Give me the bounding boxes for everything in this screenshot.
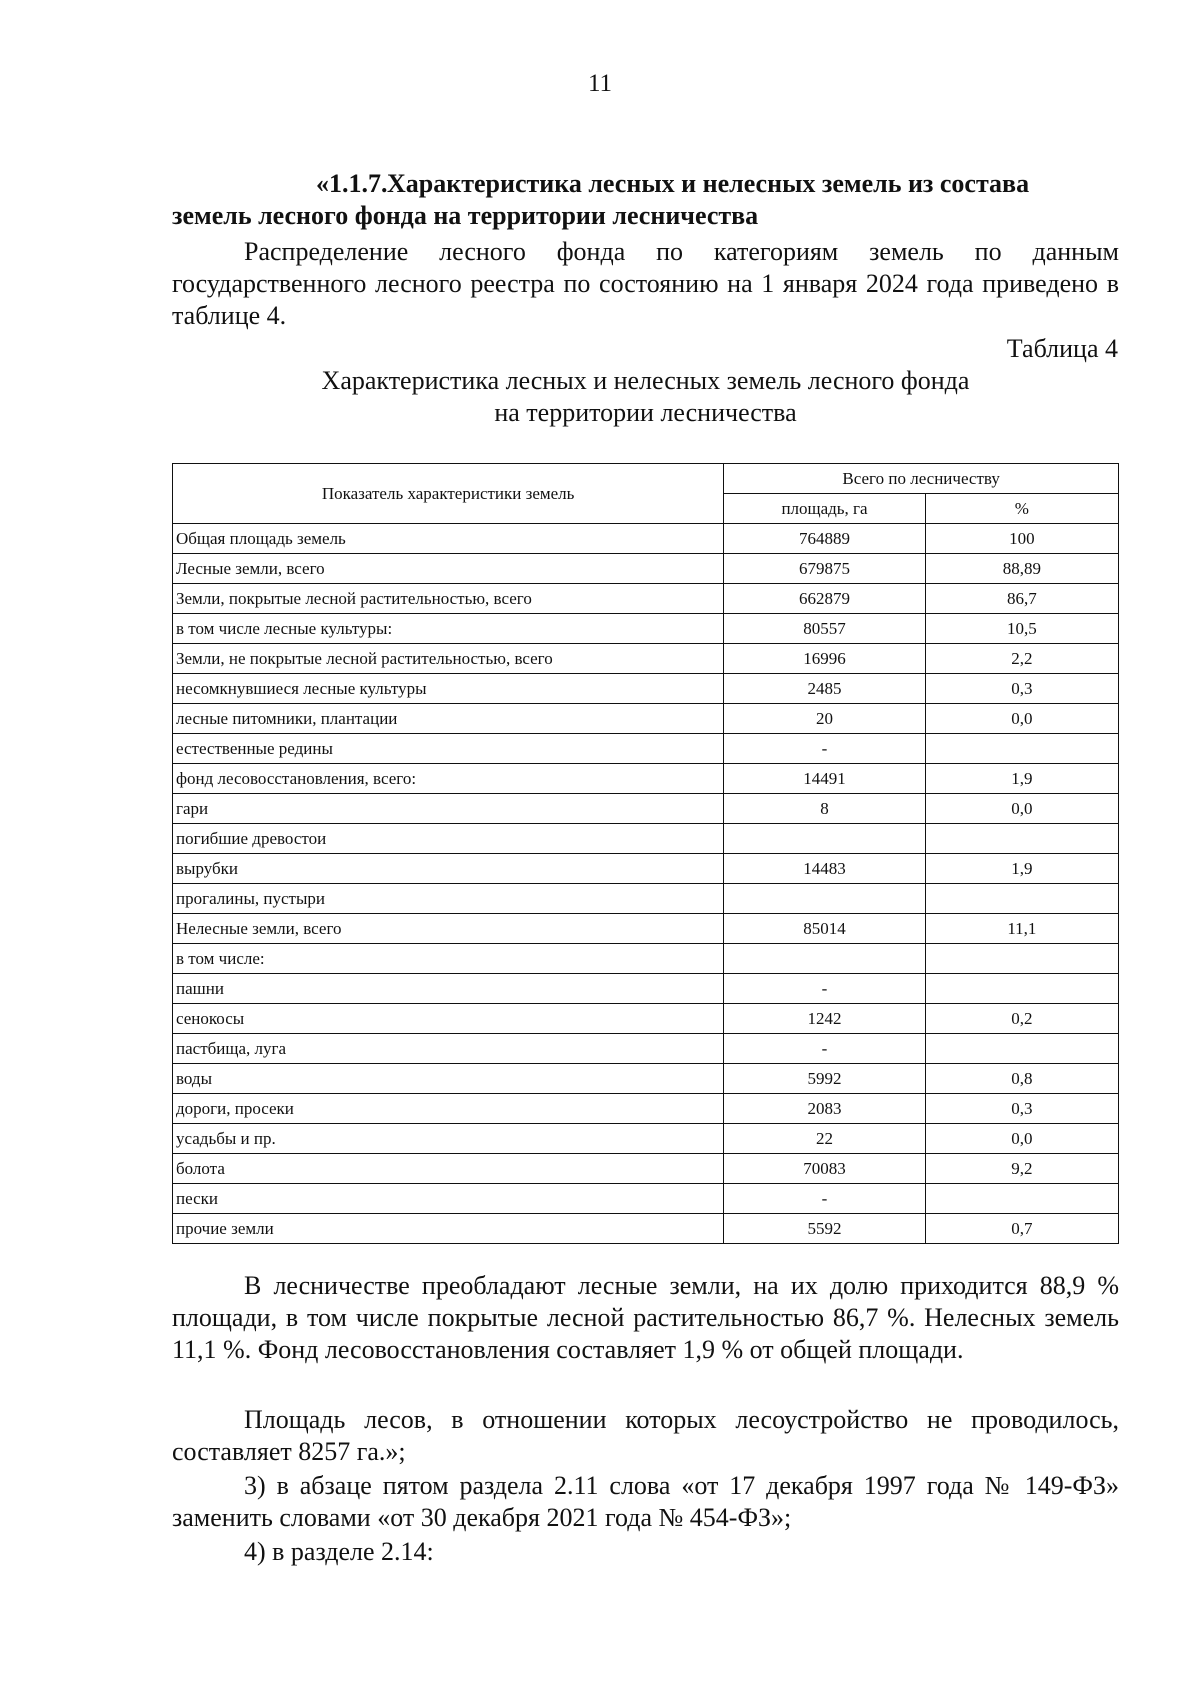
row-area-cell: 2083 (724, 1094, 925, 1124)
table-row (173, 644, 1119, 674)
section-heading (172, 168, 1119, 232)
land-characteristics-table (172, 463, 1119, 1244)
table-row (173, 974, 1119, 1004)
table-row (173, 584, 1119, 614)
table-row (173, 1004, 1119, 1034)
row-name-cell: пастбища, луга (173, 1034, 724, 1064)
row-name-cell: фонд лесовосстановления, всего: (173, 764, 724, 794)
page-number: 11 (587, 70, 613, 97)
row-percent-cell: 10,5 (925, 614, 1118, 644)
row-name-cell: Лесные земли, всего (173, 554, 724, 584)
table-header-row (173, 464, 1119, 494)
table-row (173, 944, 1119, 974)
row-name-cell: сенокосы (173, 1004, 724, 1034)
row-name-cell: лесные питомники, плантации (173, 704, 724, 734)
intro-paragraph: Распределение лесного фонда по категориям земель по данным государственного лесного реестра по состоянию на 1 января 2024 года приведено в таблице 4. (172, 237, 1119, 330)
table-row (173, 854, 1119, 884)
summary-paragraph: В лесничестве преобладают лесные земли, на их долю приходится 88,9 % площади, в том числе покрытые лесной растительностью 86,7 %. Нелесных земель 11,1 %. Фонд лесовосстановления составляет 1,9 % от общей площади. (172, 1271, 1119, 1364)
row-percent-cell: 100 (925, 524, 1118, 554)
amendment-4-paragraph: 4) в разделе 2.14: (244, 1537, 434, 1566)
table-row (173, 824, 1119, 854)
header-percent: % (925, 494, 1118, 524)
row-area-cell: 70083 (724, 1154, 925, 1184)
row-area-cell (724, 824, 925, 854)
row-area-cell: 14491 (724, 764, 925, 794)
table-label: Таблица 4 (1006, 334, 1118, 363)
row-percent-cell: 0,3 (925, 674, 1118, 704)
table-row (173, 524, 1119, 554)
row-percent-cell (925, 974, 1118, 1004)
row-percent-cell: 0,3 (925, 1094, 1118, 1124)
row-percent-cell: 0,7 (925, 1214, 1118, 1244)
table-row (173, 614, 1119, 644)
row-percent-cell (925, 944, 1118, 974)
table-title-line2: на территории лесничества (494, 398, 797, 427)
table-title (172, 365, 1119, 429)
table-row (173, 1064, 1119, 1094)
row-area-cell: 662879 (724, 584, 925, 614)
row-area-cell: 80557 (724, 614, 925, 644)
row-name-cell: прочие земли (173, 1214, 724, 1244)
row-percent-cell: 0,0 (925, 704, 1118, 734)
row-percent-cell: 1,9 (925, 854, 1118, 884)
row-name-cell: Земли, не покрытые лесной растительностью, всего (173, 644, 724, 674)
table-row (173, 914, 1119, 944)
row-percent-cell: 86,7 (925, 584, 1118, 614)
header-area: площадь, га (724, 494, 925, 524)
row-name-cell: в том числе: (173, 944, 724, 974)
table-row (173, 674, 1119, 704)
row-area-cell: 5592 (724, 1214, 925, 1244)
row-name-cell: Нелесные земли, всего (173, 914, 724, 944)
table-row (173, 1124, 1119, 1154)
row-area-cell: 8 (724, 794, 925, 824)
row-area-cell: 22 (724, 1124, 925, 1154)
row-percent-cell: 0,0 (925, 794, 1118, 824)
row-area-cell: - (724, 1184, 925, 1214)
section-number: «1.1.7. (316, 169, 388, 198)
row-name-cell: гари (173, 794, 724, 824)
table-row (173, 794, 1119, 824)
header-group: Всего по лесничеству (724, 464, 1119, 494)
row-name-cell: пашни (173, 974, 724, 1004)
row-name-cell: болота (173, 1154, 724, 1184)
row-area-cell: 20 (724, 704, 925, 734)
row-percent-cell (925, 884, 1118, 914)
row-percent-cell (925, 1184, 1118, 1214)
row-percent-cell: 0,0 (925, 1124, 1118, 1154)
section-heading-line1 (172, 168, 1119, 200)
row-percent-cell (925, 734, 1118, 764)
row-percent-cell: 9,2 (925, 1154, 1118, 1184)
row-area-cell: 764889 (724, 524, 925, 554)
row-name-cell: вырубки (173, 854, 724, 884)
row-name-cell: усадьбы и пр. (173, 1124, 724, 1154)
table-row (173, 1184, 1119, 1214)
table-row (173, 1034, 1119, 1064)
row-percent-cell: 88,89 (925, 554, 1118, 584)
row-name-cell: погибшие древостои (173, 824, 724, 854)
amendment-3-paragraph: 3) в абзаце пятом раздела 2.11 слова «от 17 декабря 1997 года № 149-ФЗ» заменить словами «от 30 декабря 2021 года № 454-ФЗ»; (172, 1471, 1119, 1532)
table-row (173, 884, 1119, 914)
row-name-cell: несомкнувшиеся лесные культуры (173, 674, 724, 704)
row-area-cell: - (724, 974, 925, 1004)
table-row (173, 734, 1119, 764)
row-percent-cell (925, 824, 1118, 854)
row-area-cell: - (724, 734, 925, 764)
row-name-cell: дороги, просеки (173, 1094, 724, 1124)
table-row (173, 764, 1119, 794)
table-row (173, 1154, 1119, 1184)
row-area-cell (724, 944, 925, 974)
row-name-cell: естественные редины (173, 734, 724, 764)
table-row (173, 1094, 1119, 1124)
row-percent-cell: 1,9 (925, 764, 1118, 794)
row-percent-cell: 11,1 (925, 914, 1118, 944)
row-name-cell: Общая площадь земель (173, 524, 724, 554)
row-area-cell: 5992 (724, 1064, 925, 1094)
row-percent-cell: 2,2 (925, 644, 1118, 674)
section-title-rest: земель лесного фонда на территории лесничества (172, 201, 759, 230)
row-name-cell: прогалины, пустыри (173, 884, 724, 914)
row-percent-cell (925, 1034, 1118, 1064)
row-percent-cell: 0,8 (925, 1064, 1118, 1094)
row-area-cell: - (724, 1034, 925, 1064)
row-area-cell: 85014 (724, 914, 925, 944)
section-title-first: Характеристика лесных и нелесных земель из состава (387, 169, 1030, 198)
row-area-cell: 1242 (724, 1004, 925, 1034)
table-row (173, 1214, 1119, 1244)
row-name-cell: пески (173, 1184, 724, 1214)
table-body (173, 524, 1119, 1244)
row-name-cell: в том числе лесные культуры: (173, 614, 724, 644)
row-name-cell: воды (173, 1064, 724, 1094)
table-row (173, 554, 1119, 584)
row-percent-cell: 0,2 (925, 1004, 1118, 1034)
row-name-cell: Земли, покрытые лесной растительностью, всего (173, 584, 724, 614)
row-area-cell (724, 884, 925, 914)
header-indicator: Показатель характеристики земель (173, 464, 724, 524)
row-area-cell: 16996 (724, 644, 925, 674)
table-title-line1: Характеристика лесных и нелесных земель лесного фонда (321, 366, 970, 395)
row-area-cell: 679875 (724, 554, 925, 584)
row-area-cell: 2485 (724, 674, 925, 704)
table-row (173, 704, 1119, 734)
row-area-cell: 14483 (724, 854, 925, 884)
area-paragraph: Площадь лесов, в отношении которых лесоустройство не проводилось, составляет 8257 га.»; (172, 1405, 1119, 1466)
